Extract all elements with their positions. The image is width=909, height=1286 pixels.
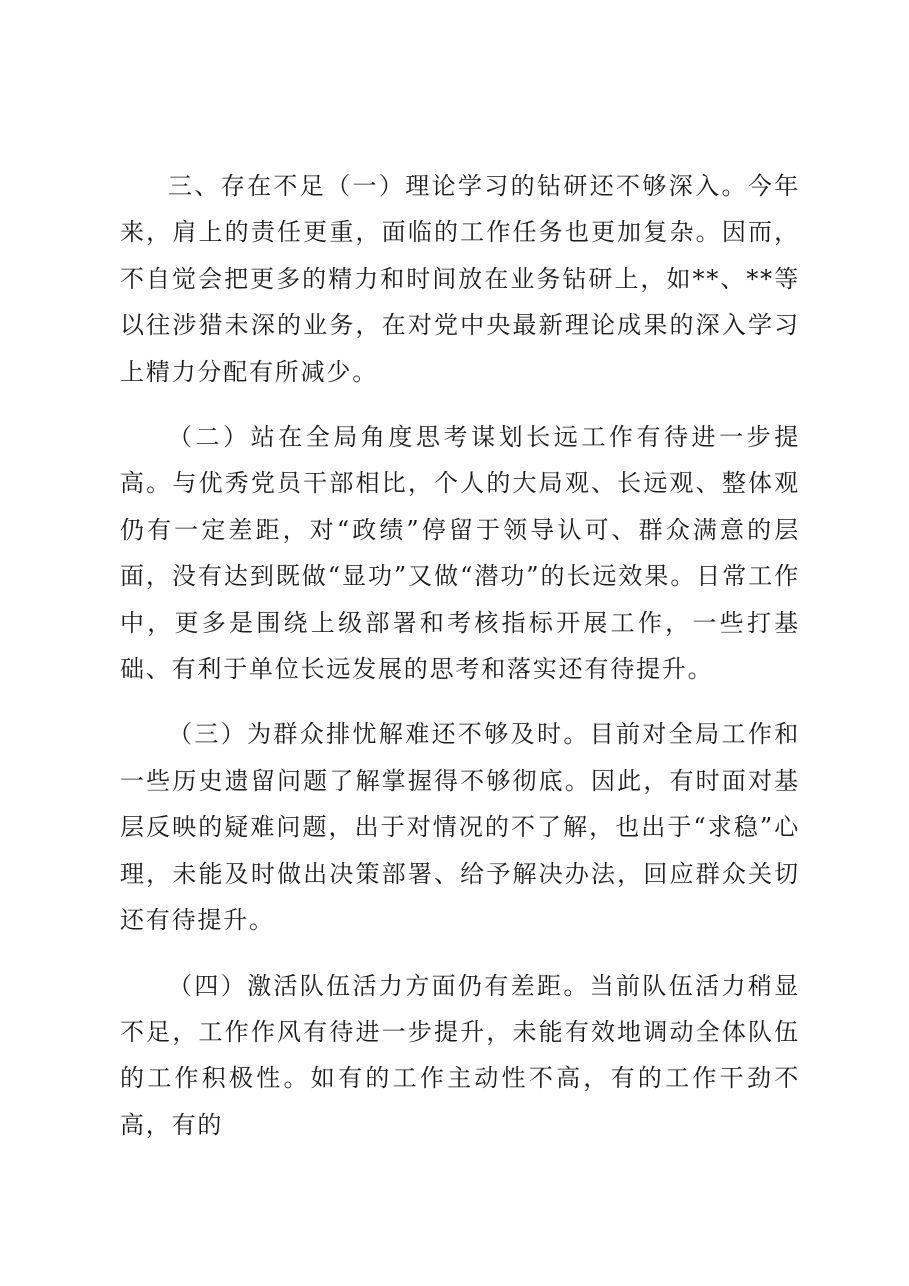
paragraph-team-vitality: （四）激活队伍活力方面仍有差距。当前队伍活力稍显不足，工作作风有待进一步提升，未能有效地调动全体队伍的工作积极性。如有的工作主动性不高，有的工作干劲不高，有的 <box>120 971 800 1139</box>
document-body <box>120 163 800 1148</box>
paragraph-long-term-planning: （二）站在全局角度思考谋划长远工作有待进一步提高。与优秀党员干部相比，个人的大局观、长远观、整体观仍有一定差距，对“政绩”停留于领导认可、群众满意的层面，没有达到既做“显功”又做“潜功”的长远效果。日常工作中，更多是围绕上级部署和考核指标开展工作，一些打基础、有利于单位长远发展的思考和落实还有待提升。 <box>120 423 800 684</box>
paragraph-shortcomings-theory-study: 三、存在不足（一）理论学习的钻研还不够深入。今年来，肩上的责任更重，面临的工作任务也更加复杂。因而，不自觉会把更多的精力和时间放在业务钻研上，如**、**等以往涉猎未深的业务，在对党中央最新理论成果的深入学习上精力分配有所减少。 <box>120 172 800 386</box>
paragraph-serving-the-public: （三）为群众排忧解难还不够及时。目前对全局工作和一些历史遗留问题了解掌握得不够彻底。因此，有时面对基层反映的疑难问题，出于对情况的不了解，也出于“求稳”心理，未能及时做出决策部署、给予解决办法，回应群众关切还有待提升。 <box>120 720 800 935</box>
